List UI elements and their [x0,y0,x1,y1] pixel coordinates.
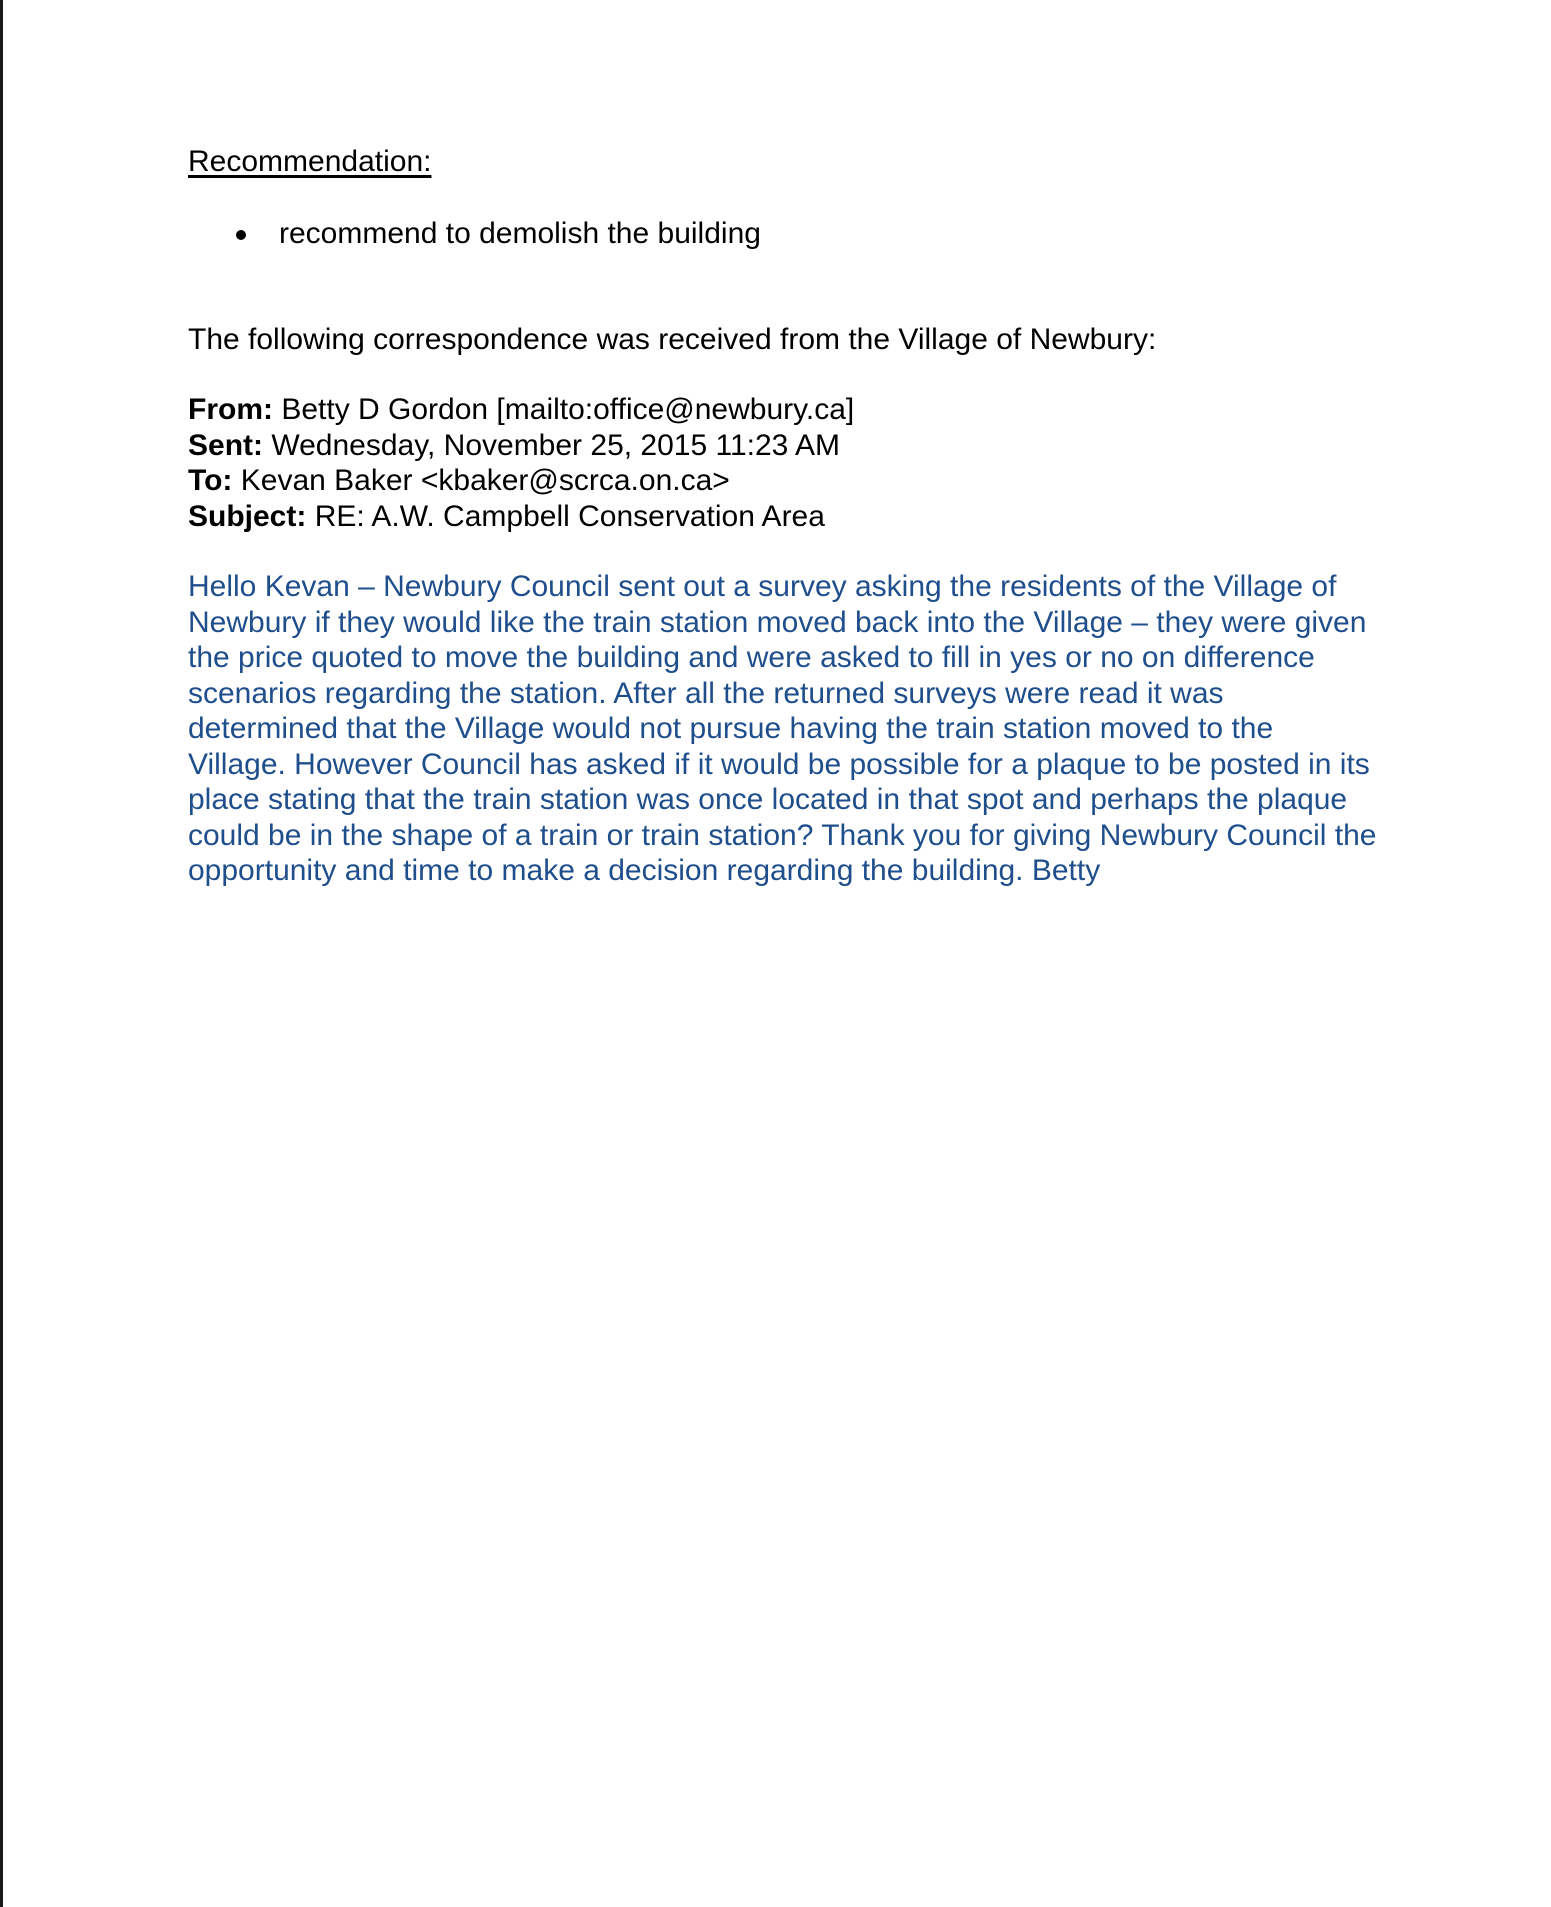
document-page [188,144,1378,889]
email-to-label: To: [188,464,233,497]
email-sent-row [188,428,1378,464]
page-left-edge [0,0,3,1907]
email-from-value: Betty D Gordon [mailto:office@newbury.ca] [273,393,855,426]
correspondence-intro: The following correspondence was received from the Village of Newbury: [188,323,1157,356]
email-to-row [188,463,1378,499]
email-headers [188,392,1378,534]
recommendation-heading: Recommendation: [188,145,432,178]
recommendation-item-text: recommend to demolish the building [279,217,761,250]
email-sent-label: Sent: [188,428,263,462]
email-subject-label: Subject: [188,499,307,533]
email-subject-row [188,499,1378,535]
email-subject-value: RE: A.W. Campbell Conservation Area [306,499,825,533]
recommendation-list [188,216,1378,252]
email-from-label: From: [188,393,273,426]
email-from-row [188,392,1378,428]
bullet-icon [236,230,246,240]
email-sent-value: Wednesday, November 25, 2015 11:23 AM [263,428,841,462]
email-to-value: Kevan Baker <kbaker@scrca.on.ca> [232,464,730,497]
recommendation-item [188,216,1378,252]
email-body: Hello Kevan – Newbury Council sent out a survey asking the residents of the Village of Newbury if they would like the train station moved back into the Village – they were given the price quoted to move the building and were asked to fill in yes or no on difference scenarios regarding the station. After all the returned surveys were read it was determined that the Village would not pursue having the train station moved to the Village. However Council has asked if it would be possible for a plaque to be posted in its place stating that the train station was once located in that spot and perhaps the plaque could be in the shape of a train or train station? Thank you for giving Newbury Council the opportunity and time to make a decision regarding the building. Betty [188,570,1377,887]
